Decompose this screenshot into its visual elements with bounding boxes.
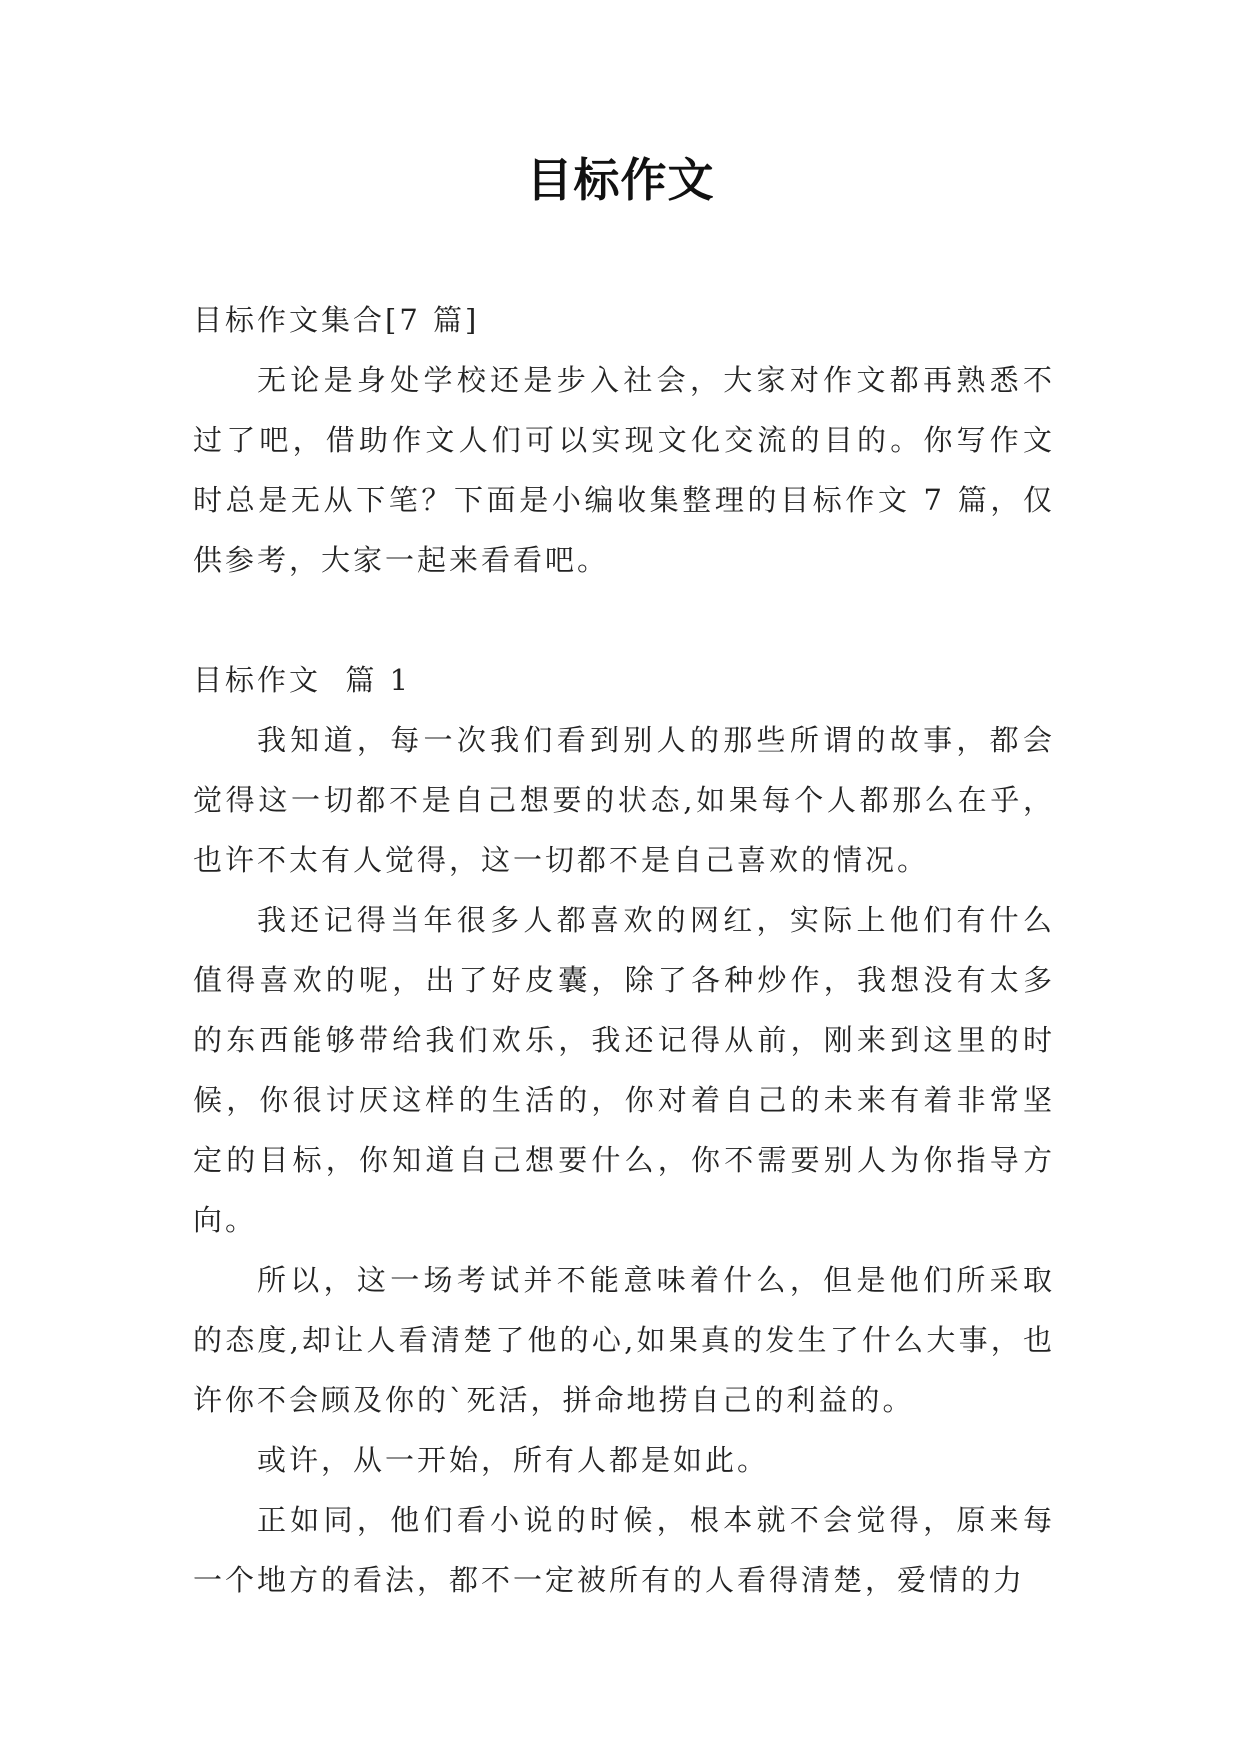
document-body (193, 290, 1055, 1610)
section-spacer (193, 590, 1055, 650)
section-heading: 目标作文 篇 1 (193, 663, 412, 697)
body-paragraph: 所以，这一场考试并不能意味着什么，但是他们所采取的态度,却让人看清楚了他的心,如果真的发生了什么大事，也许你不会顾及你的`死活，拼命地捞自己的利益的。 (193, 1263, 1055, 1417)
body-paragraph: 我还记得当年很多人都喜欢的网红，实际上他们有什么值得喜欢的呢，出了好皮囊，除了各种炒作，我想没有太多的东西能够带给我们欢乐，我还记得从前，刚来到这里的时候，你很讨厌这样的生活的，你对着自己的未来有着非常坚定的目标，你知道自己想要什么，你不需要别人为你指导方向。 (193, 903, 1055, 1237)
collection-heading: 目标作文集合[7 篇] (193, 303, 480, 337)
body-paragraph: 正如同，他们看小说的时候，根本就不会觉得，原来每一个地方的看法，都不一定被所有的人看得清楚，爱情的力 (193, 1503, 1055, 1597)
intro-paragraph: 无论是身处学校还是步入社会，大家对作文都再熟悉不过了吧，借助作文人们可以实现文化交流的目的。你写作文时总是无从下笔？下面是小编收集整理的目标作文 7 篇，仅供参考，大家一起来看看吧。 (193, 363, 1055, 577)
body-paragraph: 或许，从一开始，所有人都是如此。 (257, 1443, 770, 1477)
document-title: 目标作文 (526, 153, 715, 207)
body-paragraph: 我知道，每一次我们看到别人的那些所谓的故事，都会觉得这一切都不是自己想要的状态,如果每个人都那么在乎，也许不太有人觉得，这一切都不是自己喜欢的情况。 (193, 723, 1055, 877)
